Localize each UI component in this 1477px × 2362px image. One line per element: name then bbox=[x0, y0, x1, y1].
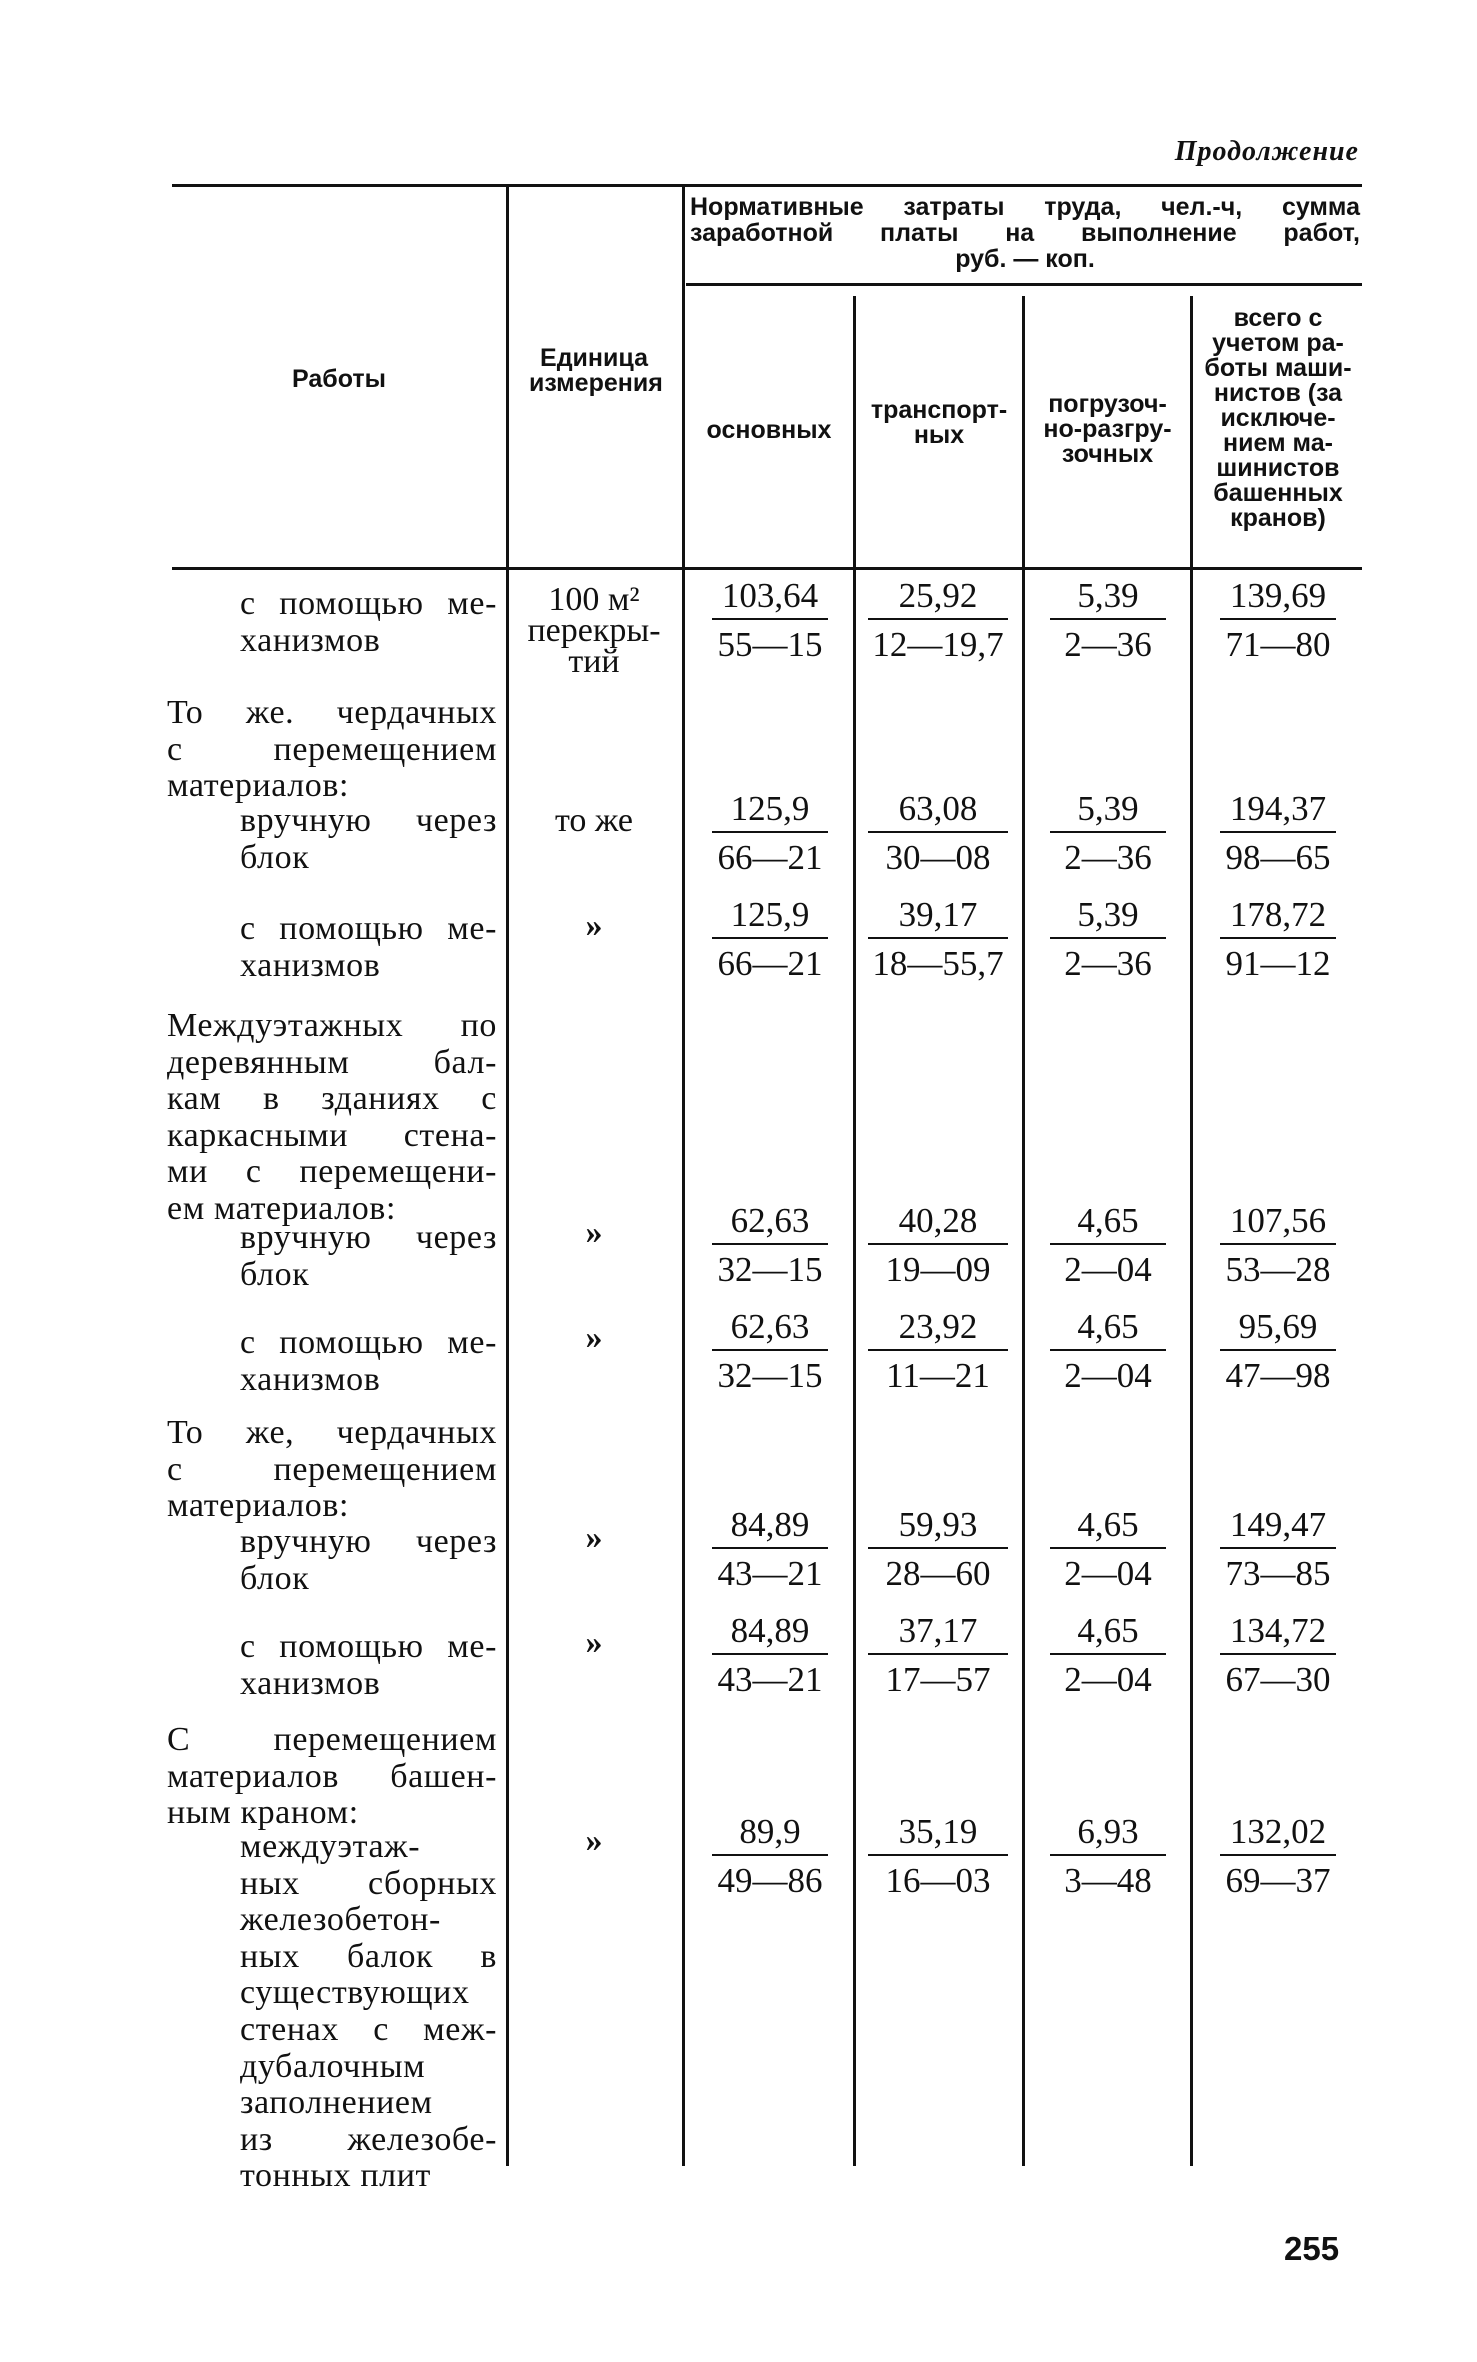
total-value-wage: 98—65 bbox=[1225, 838, 1331, 877]
unit-line: » bbox=[585, 1822, 603, 1859]
transport-value-wage: 19—09 bbox=[885, 1250, 991, 1289]
unit-line: » bbox=[585, 907, 603, 944]
total-value-wage: 73—85 bbox=[1225, 1554, 1331, 1593]
work-description-line: с перемещением bbox=[167, 730, 497, 768]
transport-value-wage: 12—19,7 bbox=[872, 625, 1004, 664]
header-group-line: Нормативные затраты труда, чел.-ч, сумма bbox=[690, 193, 1360, 221]
header-total-line: всего с bbox=[1233, 304, 1323, 332]
column-divider-work bbox=[506, 184, 509, 2166]
loading-value-wage: 2—36 bbox=[1064, 625, 1152, 664]
total-value-wage: 91—12 bbox=[1225, 944, 1331, 983]
work-description-line: с перемещением bbox=[167, 1450, 497, 1488]
work-description bbox=[240, 1829, 497, 2195]
work-description-line: стенах с меж- bbox=[240, 2010, 497, 2048]
header-total-line: шинистов bbox=[1216, 454, 1340, 482]
main-value-fraction bbox=[712, 893, 828, 983]
total-value-fraction bbox=[1220, 893, 1336, 983]
total-value-hours: 149,47 bbox=[1220, 1503, 1336, 1549]
column-divider-loading bbox=[1190, 296, 1193, 2166]
unit-cell bbox=[508, 1822, 680, 1859]
loading-value-wage: 2—04 bbox=[1064, 1554, 1152, 1593]
total-value-fraction bbox=[1220, 1503, 1336, 1593]
main-value-hours: 125,9 bbox=[712, 893, 828, 939]
unit-line: » bbox=[585, 1319, 603, 1356]
transport-value-fraction bbox=[868, 1810, 1008, 1900]
total-value-hours: 178,72 bbox=[1220, 893, 1336, 939]
work-description-line: ханизмов bbox=[240, 621, 381, 659]
unit-line: тий bbox=[568, 643, 620, 680]
column-divider-transport bbox=[1022, 296, 1025, 2166]
loading-value-hours: 5,39 bbox=[1050, 787, 1166, 833]
unit-cell bbox=[508, 1214, 680, 1251]
work-description-line: материалов: bbox=[167, 1487, 350, 1525]
work-description bbox=[167, 695, 497, 805]
total-value-hours: 134,72 bbox=[1220, 1609, 1336, 1655]
work-description-line: Междуэтажных по bbox=[167, 1007, 497, 1044]
unit-line: 100 м² bbox=[548, 581, 640, 618]
transport-value-wage: 11—21 bbox=[886, 1356, 990, 1395]
transport-value-fraction bbox=[868, 1305, 1008, 1395]
total-value-hours: 132,02 bbox=[1220, 1810, 1336, 1856]
header-loading-line: но-разгру- bbox=[1043, 415, 1172, 443]
work-description-line: с помощью ме- bbox=[240, 910, 497, 947]
loading-value-hours: 5,39 bbox=[1050, 893, 1166, 939]
transport-value-wage: 28—60 bbox=[885, 1554, 991, 1593]
loading-value-wage: 3—48 bbox=[1064, 1861, 1152, 1900]
total-value-hours: 194,37 bbox=[1220, 787, 1336, 833]
work-description-line: ем материалов: bbox=[167, 1189, 397, 1227]
work-description-line: блок bbox=[240, 838, 310, 876]
work-description-line: блок bbox=[240, 1559, 310, 1597]
table-top-rule bbox=[172, 184, 1362, 187]
work-description bbox=[240, 911, 497, 984]
work-description-line: ных балок в bbox=[240, 1937, 497, 1975]
work-description-line: железобетон- bbox=[240, 1901, 441, 1939]
main-value-wage: 49—86 bbox=[717, 1861, 823, 1900]
main-value-wage: 32—15 bbox=[717, 1356, 823, 1395]
transport-value-hours: 23,92 bbox=[868, 1305, 1008, 1351]
header-bottom-rule bbox=[172, 567, 1362, 570]
unit-cell bbox=[508, 1624, 680, 1661]
transport-value-hours: 25,92 bbox=[868, 574, 1008, 620]
loading-value-hours: 4,65 bbox=[1050, 1609, 1166, 1655]
header-total-line: учетом ра- bbox=[1212, 329, 1344, 357]
loading-value-fraction bbox=[1050, 1503, 1166, 1593]
page-number: 255 bbox=[1284, 2230, 1340, 2267]
loading-value-fraction bbox=[1050, 1609, 1166, 1699]
work-description-line: каркасными стена- bbox=[167, 1116, 497, 1154]
transport-value-hours: 59,93 bbox=[868, 1503, 1008, 1549]
main-value-fraction bbox=[712, 1503, 828, 1593]
work-description-line: ханизмов bbox=[240, 946, 381, 984]
main-value-wage: 66—21 bbox=[717, 838, 823, 877]
loading-value-fraction bbox=[1050, 1810, 1166, 1900]
work-description-line: кам в зданиях с bbox=[167, 1080, 497, 1118]
work-description-line: материалов башен- bbox=[167, 1757, 497, 1795]
column-divider-unit bbox=[682, 184, 685, 2166]
work-description bbox=[240, 1325, 497, 1398]
work-description bbox=[167, 1722, 497, 1832]
unit-cell bbox=[508, 1319, 680, 1356]
unit-cell bbox=[508, 1519, 680, 1556]
work-description-line: вручную через bbox=[240, 1523, 497, 1560]
unit-line: » bbox=[585, 1624, 603, 1661]
total-value-hours: 95,69 bbox=[1220, 1305, 1336, 1351]
total-value-fraction bbox=[1220, 1810, 1336, 1900]
work-description bbox=[240, 1629, 497, 1702]
work-description-line: вручную через bbox=[240, 802, 497, 839]
work-description-line: междуэтаж- bbox=[240, 1828, 421, 1865]
work-description bbox=[240, 1220, 497, 1293]
header-work: Работы bbox=[292, 365, 386, 393]
main-value-wage: 66—21 bbox=[717, 944, 823, 983]
transport-value-fraction bbox=[868, 1609, 1008, 1699]
loading-value-wage: 2—36 bbox=[1064, 944, 1152, 983]
loading-value-wage: 2—36 bbox=[1064, 838, 1152, 877]
work-description-line: заполнением bbox=[240, 2084, 433, 2122]
main-value-fraction bbox=[712, 574, 828, 664]
work-description-line: ми с перемещени- bbox=[167, 1153, 497, 1191]
loading-value-fraction bbox=[1050, 893, 1166, 983]
header-total-line: боты маши- bbox=[1204, 354, 1352, 382]
header-total-line: башенных bbox=[1213, 479, 1343, 507]
main-value-hours: 89,9 bbox=[712, 1810, 828, 1856]
header-total-line: нистов (за bbox=[1213, 379, 1343, 407]
total-value-fraction bbox=[1220, 574, 1336, 664]
main-value-hours: 103,64 bbox=[712, 574, 828, 620]
work-description-line: с помощью ме- bbox=[240, 585, 497, 622]
loading-value-fraction bbox=[1050, 1199, 1166, 1289]
work-description-line: С перемещением bbox=[167, 1721, 497, 1758]
work-description-line: деревянным бал- bbox=[167, 1043, 497, 1081]
total-value-hours: 139,69 bbox=[1220, 574, 1336, 620]
loading-value-hours: 4,65 bbox=[1050, 1305, 1166, 1351]
work-description bbox=[240, 586, 497, 659]
main-value-hours: 62,63 bbox=[712, 1305, 828, 1351]
main-value-hours: 84,89 bbox=[712, 1503, 828, 1549]
header-total-line: исключе- bbox=[1220, 404, 1336, 432]
header-loading-line: зочных bbox=[1061, 440, 1154, 468]
transport-value-wage: 18—55,7 bbox=[872, 944, 1004, 983]
work-description-line: существующих bbox=[240, 1974, 470, 2012]
transport-value-hours: 37,17 bbox=[868, 1609, 1008, 1655]
main-value-hours: 84,89 bbox=[712, 1609, 828, 1655]
unit-line: перекры- bbox=[527, 612, 661, 649]
main-value-wage: 43—21 bbox=[717, 1660, 823, 1699]
header-group-title bbox=[690, 194, 1360, 272]
work-description-line: с помощью ме- bbox=[240, 1628, 497, 1665]
total-value-hours: 107,56 bbox=[1220, 1199, 1336, 1245]
continuation-label: Продолжение bbox=[1174, 136, 1359, 167]
loading-value-fraction bbox=[1050, 787, 1166, 877]
total-value-wage: 47—98 bbox=[1225, 1356, 1331, 1395]
loading-value-wage: 2—04 bbox=[1064, 1660, 1152, 1699]
group-header-rule bbox=[686, 283, 1362, 286]
transport-value-hours: 40,28 bbox=[868, 1199, 1008, 1245]
header-unit bbox=[508, 346, 680, 396]
total-value-fraction bbox=[1220, 787, 1336, 877]
loading-value-hours: 4,65 bbox=[1050, 1199, 1166, 1245]
header-loading-line: погрузоч- bbox=[1048, 390, 1167, 418]
main-value-fraction bbox=[712, 1609, 828, 1699]
work-description-line: дубалочным bbox=[240, 2047, 426, 2085]
unit-cell bbox=[508, 581, 680, 680]
loading-value-hours: 4,65 bbox=[1050, 1503, 1166, 1549]
work-description-line: ных сборных bbox=[240, 1864, 497, 1902]
work-description-line: тонных плит bbox=[240, 2157, 431, 2195]
transport-value-hours: 35,19 bbox=[868, 1810, 1008, 1856]
work-description-line: ханизмов bbox=[240, 1360, 381, 1398]
transport-value-wage: 17—57 bbox=[885, 1660, 991, 1699]
header-transport-line: транспорт- bbox=[870, 396, 1008, 424]
transport-value-fraction bbox=[868, 893, 1008, 983]
unit-line: то же bbox=[554, 802, 634, 839]
header-main: основных bbox=[706, 416, 832, 444]
total-value-wage: 69—37 bbox=[1225, 1861, 1331, 1900]
work-description bbox=[240, 1524, 497, 1597]
main-value-fraction bbox=[712, 1305, 828, 1395]
loading-value-hours: 6,93 bbox=[1050, 1810, 1166, 1856]
main-value-wage: 55—15 bbox=[717, 625, 823, 664]
main-value-fraction bbox=[712, 787, 828, 877]
header-transport bbox=[857, 398, 1021, 448]
total-value-fraction bbox=[1220, 1199, 1336, 1289]
work-description-line: материалов: bbox=[167, 767, 350, 805]
header-transport-line: ных bbox=[913, 421, 965, 449]
transport-value-fraction bbox=[868, 1199, 1008, 1289]
total-value-wage: 67—30 bbox=[1225, 1660, 1331, 1699]
work-description-line: ханизмов bbox=[240, 1664, 381, 1702]
loading-value-wage: 2—04 bbox=[1064, 1250, 1152, 1289]
transport-value-wage: 16—03 bbox=[885, 1861, 991, 1900]
work-description-line: То же, чердачных bbox=[167, 1414, 497, 1451]
transport-value-fraction bbox=[868, 1503, 1008, 1593]
work-description bbox=[167, 1415, 497, 1525]
header-loading bbox=[1026, 392, 1189, 467]
work-description-line: блок bbox=[240, 1255, 310, 1293]
main-value-wage: 32—15 bbox=[717, 1250, 823, 1289]
header-unit-line: Единица измерения bbox=[529, 344, 663, 397]
work-description-line: вручную через bbox=[240, 1219, 497, 1256]
total-value-fraction bbox=[1220, 1609, 1336, 1699]
total-value-wage: 71—80 bbox=[1225, 625, 1331, 664]
transport-value-fraction bbox=[868, 787, 1008, 877]
main-value-fraction bbox=[712, 1199, 828, 1289]
work-description bbox=[240, 803, 497, 876]
transport-value-fraction bbox=[868, 574, 1008, 664]
loading-value-fraction bbox=[1050, 1305, 1166, 1395]
loading-value-wage: 2—04 bbox=[1064, 1356, 1152, 1395]
unit-line: » bbox=[585, 1214, 603, 1251]
unit-cell bbox=[508, 802, 680, 839]
header-total bbox=[1194, 306, 1362, 531]
total-value-fraction bbox=[1220, 1305, 1336, 1395]
main-value-hours: 62,63 bbox=[712, 1199, 828, 1245]
work-description-line: ным краном: bbox=[167, 1794, 359, 1832]
transport-value-wage: 30—08 bbox=[885, 838, 991, 877]
header-total-line: кранов) bbox=[1230, 504, 1326, 532]
work-description-line: То же. чердачных bbox=[167, 694, 497, 731]
unit-line: » bbox=[585, 1519, 603, 1556]
main-value-wage: 43—21 bbox=[717, 1554, 823, 1593]
transport-value-hours: 63,08 bbox=[868, 787, 1008, 833]
work-description-line: с помощью ме- bbox=[240, 1324, 497, 1361]
header-group-line: заработной платы на выполнение работ, bbox=[690, 219, 1360, 247]
column-divider-main bbox=[853, 296, 856, 2166]
total-value-wage: 53—28 bbox=[1225, 1250, 1331, 1289]
work-description-line: из железобе- bbox=[240, 2120, 497, 2158]
loading-value-hours: 5,39 bbox=[1050, 574, 1166, 620]
work-description bbox=[167, 1008, 497, 1228]
main-value-hours: 125,9 bbox=[712, 787, 828, 833]
header-total-line: нием ма- bbox=[1223, 429, 1333, 457]
header-group-line: руб. — коп. bbox=[955, 245, 1095, 273]
loading-value-fraction bbox=[1050, 574, 1166, 664]
transport-value-hours: 39,17 bbox=[868, 893, 1008, 939]
unit-cell bbox=[508, 907, 680, 944]
main-value-fraction bbox=[712, 1810, 828, 1900]
